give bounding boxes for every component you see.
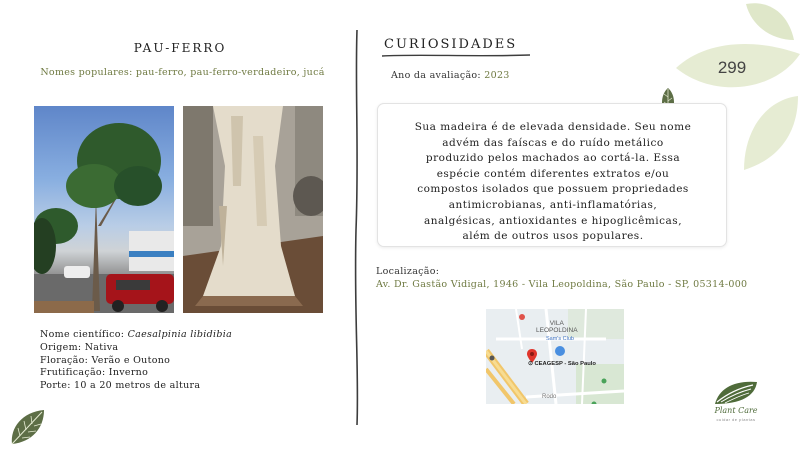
location-label: Localização: <box>376 266 440 277</box>
plant-care-logo-tagline: cuidar de plantas <box>716 417 756 422</box>
curiosity-line: analgésicas, antioxidantes e hipoglicêmicas, <box>423 214 683 227</box>
evaluation-year-value: 2023 <box>484 70 510 81</box>
curiosity-line: além de outros usos populares. <box>462 230 644 243</box>
tree-photo <box>34 106 174 313</box>
page-number: 299 <box>717 58 747 77</box>
tree-photo-illustration <box>34 106 174 313</box>
scientific-name-label: Nome científico: <box>40 329 128 340</box>
origin: Origem: Nativa <box>40 341 119 353</box>
fruiting: Frutificação: Inverno <box>40 367 149 379</box>
scientific-name <box>40 329 320 342</box>
curiosity-line: espécie contém diferentes extratos e/ou <box>436 167 670 180</box>
curiosities-text <box>392 120 714 245</box>
map-district-line: LEOPOLDINA <box>536 327 578 334</box>
evaluation-year-label: Ano da avaliação: <box>391 70 485 81</box>
location-address[interactable]: Av. Dr. Gastão Vidigal, 1946 - Vila Leopoldina, São Paulo - SP, 05314-000 <box>376 279 748 290</box>
map-district-label <box>536 320 578 334</box>
plant-care-logo-icon <box>713 380 759 406</box>
size: Porte: 10 a 20 metros de altura <box>40 380 201 392</box>
title-underline <box>382 53 530 58</box>
curiosities-title: CURIOSIDADES <box>384 37 518 52</box>
curiosity-line: advém das faíscas e do ruído metálico <box>442 136 664 149</box>
curiosity-line: antimicrobianas, anti-inflamatórias, <box>448 198 658 211</box>
decorative-leaves <box>676 0 800 175</box>
trunk-photo <box>183 106 323 313</box>
evaluation-year <box>391 70 510 81</box>
species-title: PAU-FERRO <box>133 41 227 55</box>
map-road-label: Rodo <box>542 394 557 400</box>
scientific-name-value: Caesalpinia libidibia <box>127 329 233 340</box>
popular-names: Nomes populares: pau-ferro, pau-ferro-verdadeiro, jucá <box>40 67 325 78</box>
map-poi-ceagesp-label: CEAGESP - São Paulo <box>534 361 596 367</box>
location-map[interactable] <box>486 309 624 404</box>
curiosity-line: Sua madeira é de elevada densidade. Seu nome <box>414 121 692 133</box>
leaf-icon-bottom-left <box>8 408 48 446</box>
flowering: Floração: Verão e Outono <box>40 354 171 366</box>
plant-care-logo-name: Plant Care <box>714 406 758 415</box>
map-poi-sams: Sam's Club <box>546 336 574 342</box>
trunk-photo-illustration <box>183 106 323 313</box>
curiosities-card <box>377 103 727 247</box>
section-divider <box>351 30 363 425</box>
map-district-line: VILA <box>549 320 564 327</box>
curiosity-line: compostos isolados que possuem propriedades <box>417 183 689 196</box>
species-info <box>40 329 320 393</box>
map-poi-ceagesp: ⊙ CEAGESP - São Paulo <box>528 361 596 367</box>
curiosity-line: produzido pelos machados ao cortá-la. Essa <box>425 152 681 165</box>
